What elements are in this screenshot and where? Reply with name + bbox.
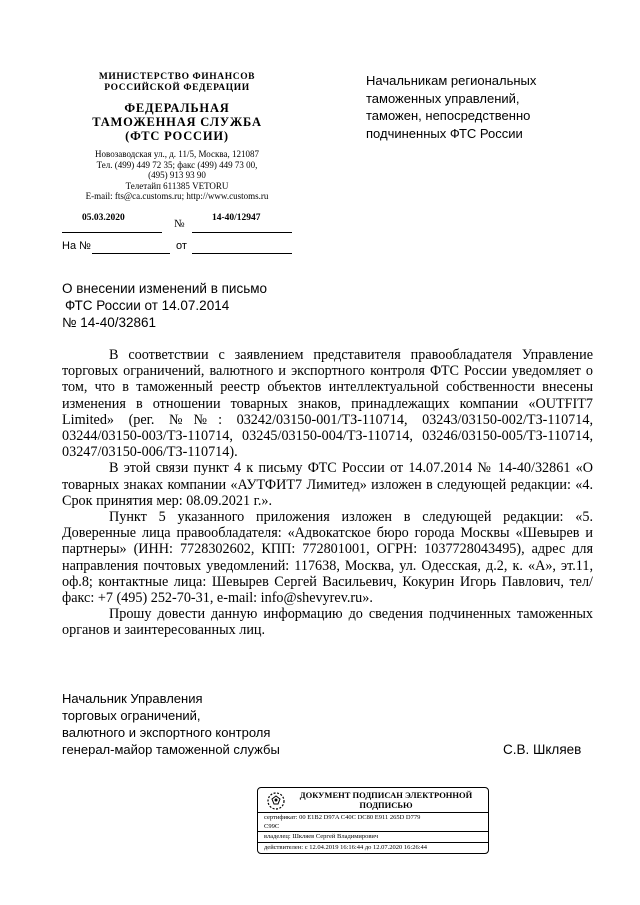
reference-number-underline (92, 253, 170, 254)
address-line-2: Тел. (499) 449 72 35; факс (499) 449 73 00, (96, 159, 258, 170)
registration-row (62, 213, 292, 233)
reference-row (62, 240, 292, 260)
address-line-5: E-mail: fts@ca.customs.ru; http://www.customs.ru (85, 191, 269, 201)
position-line-4: генерал-майор таможенной службы (62, 742, 280, 757)
subject-line-1: О внесении изменений в письмо (62, 281, 268, 296)
stamp-certificate-tail: C99C (258, 823, 488, 832)
ministry-line-2: РОССИЙСКОЙ ФЕДЕРАЦИИ (104, 83, 250, 93)
paragraph-4: Прошу довести данную информацию до сведения подчиненных таможенных органов и заинтересованных лиц. (62, 606, 593, 639)
address-line-4: Телетайп 611385 VETORU (125, 180, 229, 191)
stamp-certificate: сертификат: 00 E1B2 D97A C40C DC80 E911 265D D779 (264, 814, 421, 821)
recipient-line-3: таможен, непосредственно (366, 108, 531, 123)
registration-date: 05.03.2020 (82, 213, 125, 223)
stamp-title-line-1: ДОКУМЕНТ ПОДПИСАН ЭЛЕКТРОННОЙ (299, 790, 473, 800)
position-line-2: торговых ограничений, (62, 708, 201, 723)
number-underline (192, 232, 292, 233)
position-line-3: валютного и экспортного контроля (62, 725, 271, 740)
reference-date-underline (192, 253, 292, 254)
recipient-line-4: подчиненных ФТС России (366, 125, 523, 141)
ministry-line-1: МИНИСТЕРСТВО ФИНАНСОВ (98, 72, 256, 82)
service-line-3: (ФТС РОССИИ) (125, 129, 229, 143)
paragraph-2: В этой связи пункт 4 к письму ФТС России от 14.07.2014 № 14-40/32861 «О товарных знаках компании «АУТФИТ7 Лимитед» изложен в следующей редакции: «4. Срок принятия мер: 08.09.2021 г.». (62, 460, 593, 509)
address-line-1: Новозаводская ул., д. 11/5, Москва, 121087 (95, 149, 259, 159)
service-line-1: ФЕДЕРАЛЬНАЯ (124, 101, 230, 115)
emblem-icon (264, 790, 288, 812)
position-line-1: Начальник Управления (62, 691, 203, 706)
subject (62, 280, 362, 331)
service-line-2: ТАМОЖЕННАЯ СЛУЖБА (92, 115, 262, 129)
signatory-name: С.В. Шкляев (503, 742, 582, 757)
letter-body (62, 347, 593, 639)
address-line-3: (495) 913 93 90 (148, 170, 206, 180)
letterhead (62, 72, 292, 202)
recipient-line-1: Начальникам региональных (366, 73, 537, 88)
paragraph-1: В соответствии с заявлением представителя правообладателя Управление торговых ограничений, валютного и экспортного контроля ФТС России уведомляет о том, что в таможенный реестр объектов интеллектуальной собственности внесены изменения в отношении товарных знаков, принадлежащих компании «OUTFIT7 Limited» (рег. №№: 03242/03150-001/ТЗ-110714, 03243/03150-002/ТЗ-110714, 03244/03150-003/ТЗ-110714, 03245/03150-004/ТЗ-110714, 03246/03150-005/ТЗ-110714, 03247/03150-006/ТЗ-110714). (62, 347, 593, 461)
subject-line-3: № 14-40/32861 (62, 315, 157, 330)
subject-line-2: ФТС России от 14.07.2014 (65, 298, 230, 313)
paragraph-3: Пункт 5 указанного приложения изложен в следующей редакции: «5. Доверенные лица правообладателя: «Адвокатское бюро города Москвы «Шевырев и партнеры» (ИНН: 7728302602, КПП: 772801001, ОГРН: 1037728043495), адрес для направления почтовых уведомлений: 117638, Москва, ул. Одесская, д.2, к. «А», эт.11, оф.8; контактные лица: Шевырев Сергей Васильевич, Кокурин Игорь Павлович, тел/факс: +7 (495) 252-70-31, e-mail: info@shevyrev.ru». (62, 509, 593, 607)
stamp-validity: действителен: с 12.04.2019 16:16:44 до 12.07.2020 16:26:44 (264, 844, 427, 851)
registration-number-label: № (174, 218, 185, 230)
stamp-title-line-2: ПОДПИСЬЮ (359, 800, 413, 810)
reference-number-label: На № (62, 240, 91, 252)
recipient-line-2: таможенных управлений, (366, 90, 520, 106)
signatory-position (62, 690, 362, 758)
registration-number: 14-40/12947 (212, 213, 261, 223)
date-underline (62, 232, 162, 233)
recipient (366, 72, 626, 142)
electronic-signature-stamp (257, 787, 489, 854)
reference-date-label: от (176, 240, 187, 252)
stamp-owner: владелец: Шкляев Сергей Владимирович (258, 832, 488, 843)
